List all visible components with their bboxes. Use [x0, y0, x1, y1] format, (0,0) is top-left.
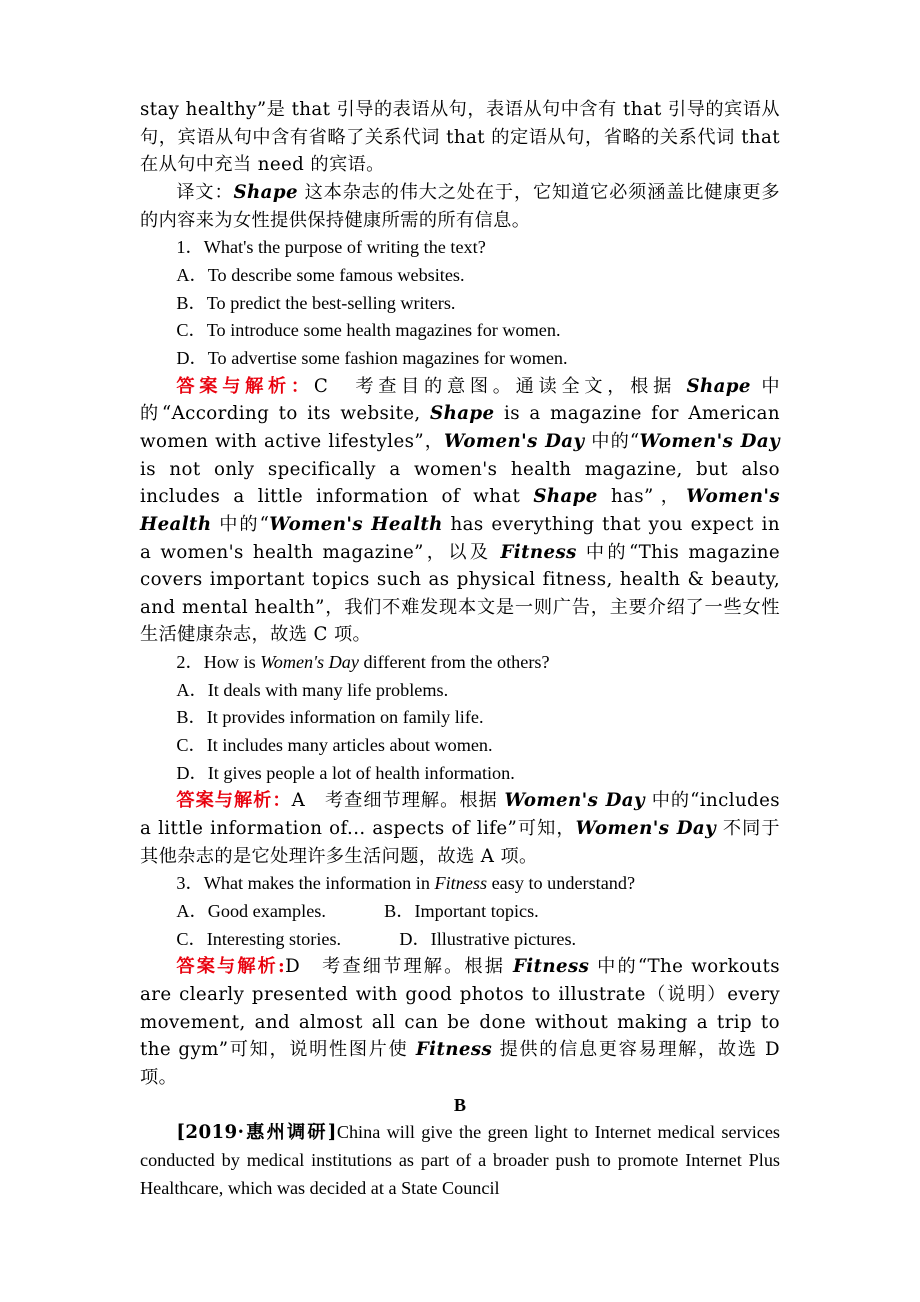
passage-text: China will give the green light to Internet medical services conducted by medical institutions as part of a broader push to promote Internet Plus Healthcare, which was decided at a State Council	[140, 1122, 780, 1198]
analysis-paragraph	[140, 96, 780, 179]
answer-label-1: 答案与解析：	[176, 375, 314, 397]
question-3-options-cd[interactable]	[140, 926, 780, 954]
answer-label-3: 答案与解析:	[176, 956, 286, 978]
question-1-option-c[interactable]	[140, 317, 780, 345]
translation-text: 译文：Shape 这本杂志的伟大之处在于，它知道它必须涵盖比健康更多的内容来为女性提供保持健康所需的所有信息。	[140, 181, 780, 231]
question-1-option-b[interactable]	[140, 290, 780, 318]
question-3-number: 3．	[176, 873, 204, 894]
question-1-text: What's the purpose of writing the text?	[203, 237, 486, 258]
answer-explanation-1	[140, 373, 780, 650]
section-label-text: B	[453, 1094, 467, 1115]
option-label: B．It provides information on family life.	[176, 707, 484, 728]
option-label: C．To introduce some health magazines for women.	[176, 320, 561, 341]
analysis-text: stay healthy”是 that 引导的表语从句，表语从句中含有 that 引导的宾语从句，宾语从句中含有省略了关系代词 that 的定语从句，省略的关系代词 that 在从句中充当 need 的宾语。	[140, 99, 780, 176]
question-1	[140, 234, 780, 262]
passage-paragraph	[140, 1119, 780, 1202]
question-2	[140, 649, 780, 677]
option-label-d: D．Illustrative pictures.	[399, 928, 577, 949]
answer-text-2: A 考查细节理解。根据 Women's Day 中的“includes a little information of... aspects of life”可知，Women's Day 不同于其他杂志的是它处理许多生活问题，故选 A 项。	[140, 790, 780, 867]
question-2-option-c[interactable]	[140, 732, 780, 760]
option-label: D．It gives people a lot of health information.	[176, 762, 515, 783]
option-label: A．It deals with many life problems.	[176, 679, 449, 700]
answer-label-2: 答案与解析：	[176, 790, 292, 812]
option-label-c: C．Interesting stories.	[176, 928, 342, 949]
question-1-number: 1．	[176, 237, 204, 258]
section-label-b	[140, 1092, 780, 1120]
question-2-option-b[interactable]	[140, 704, 780, 732]
option-label: C．It includes many articles about women.	[176, 735, 493, 756]
question-3	[140, 870, 780, 898]
question-2-option-a[interactable]	[140, 677, 780, 705]
option-label: A．To describe some famous websites.	[176, 264, 465, 285]
document-body	[140, 96, 780, 1202]
answer-text-3: D 考查细节理解。根据 Fitness 中的“The workouts are clearly presented with good photos to illustrate（说明）every movement, and almost all can be done without making a trip to the gym”可知，说明性图片使 Fitness 提供的信息更容易理解，故选 D 项。	[140, 956, 781, 1088]
question-1-option-d[interactable]	[140, 345, 780, 373]
question-3-text: What makes the information in Fitness easy to understand?	[203, 873, 636, 894]
answer-explanation-3	[140, 953, 780, 1091]
question-1-option-a[interactable]	[140, 262, 780, 290]
answer-explanation-2	[140, 787, 780, 870]
question-3-options-ab[interactable]	[140, 898, 780, 926]
question-2-number: 2．	[176, 652, 204, 673]
option-label-a: A．Good examples.	[176, 901, 326, 922]
option-label: B．To predict the best-selling writers.	[176, 292, 456, 313]
option-label: D．To advertise some fashion magazines for women.	[176, 347, 568, 368]
answer-text-1: C 考查目的意图。通读全文，根据 Shape 中的“According to its website, Shape is a magazine for American women with active lifestyles”，Women's Day 中的“Women's Day is not only specifically a women's health magazine, but also includes a little information of what Shape has”，Women's Health 中的“Women's Health has everything that you expect in a women's health magazine”，以及 Fitness 中的“This magazine covers important topics such as physical fitness, health & beauty, and mental health”，我们不难发现本文是一则广告，主要介绍了一些女性生活健康杂志，故选 C 项。	[140, 375, 780, 646]
passage-source: [2019·惠州调研]	[176, 1122, 337, 1144]
option-label-b: B．Important topics.	[384, 901, 539, 922]
translation-paragraph	[140, 179, 780, 234]
question-2-option-d[interactable]	[140, 760, 780, 788]
question-2-text: How is Women's Day different from the others?	[203, 652, 550, 673]
